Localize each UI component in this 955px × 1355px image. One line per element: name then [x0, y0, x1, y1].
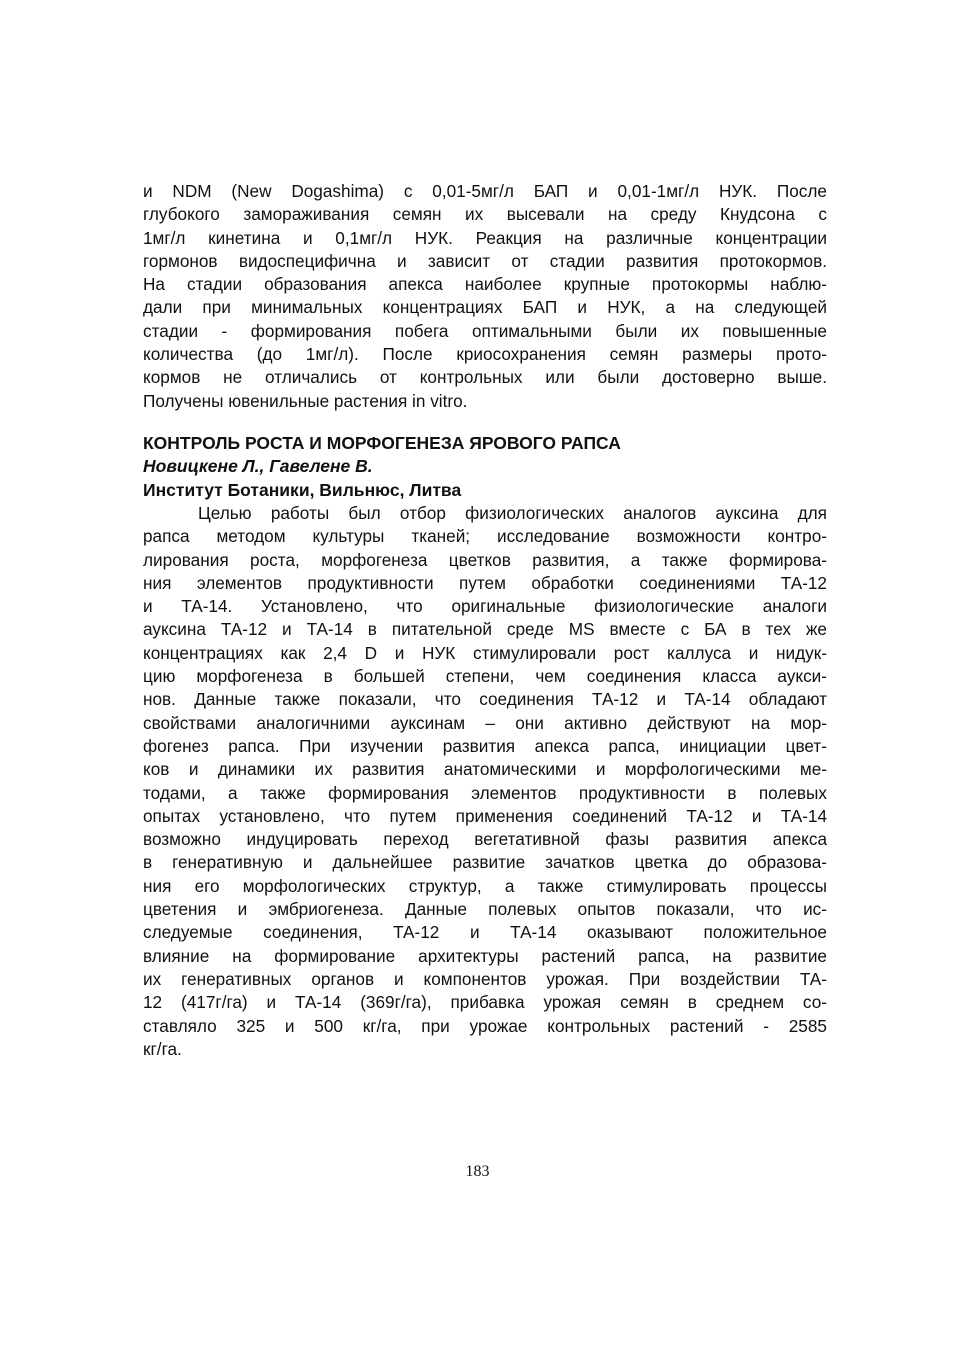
- text-line: ков и динамики их развития анатомическими и морфологическими ме-: [143, 759, 827, 780]
- text-line: лирования роста, морфогенеза цветков развития, а также формирова-: [143, 549, 827, 570]
- text-line: следуемые соединения, ТА-12 и ТА-14 оказывают положительное: [143, 922, 827, 943]
- page-number: 183: [465, 1163, 490, 1180]
- abstract-paragraph: [143, 502, 827, 1061]
- text-line: кг/га.: [143, 1038, 182, 1059]
- text-line: тодами, а также формирования элементов продуктивности в полевых: [143, 782, 827, 803]
- text-line: нов. Данные также показали, что соединения ТА-12 и ТА-14 обладают: [143, 689, 827, 710]
- text-line: На стадии образования апекса наиболее крупные протокормы наблю-: [143, 274, 827, 295]
- text-line: цветения и эмбриогенеза. Данные полевых опытов показали, что ис-: [143, 899, 827, 920]
- text-line: и ТА-14. Установлено, что оригинальные физиологические аналоги: [143, 596, 827, 617]
- text-line: ния элементов продуктивности путем обработки соединениями ТА-12: [143, 572, 827, 593]
- section-heading: КОНТРОЛЬ РОСТА И МОРФОГЕНЕЗА ЯРОВОГО РАПСА: [143, 433, 621, 453]
- text-line: Целью работы был отбор физиологических аналогов ауксина для: [198, 503, 827, 523]
- intro-paragraph: [143, 180, 827, 413]
- text-line: опытах установлено, что путем применения соединений ТА-12 и ТА-14: [143, 805, 827, 826]
- text-line: концентрациях как 2,4 D и НУК стимулировали рост каллуса и нидук-: [143, 642, 827, 663]
- text-line: Получены ювенильные растения in vitro.: [143, 390, 468, 411]
- text-line: кормов не отличались от контрольных или были достоверно выше.: [143, 367, 827, 388]
- text-line: количества (до 1мг/л). После криосохранения семян размеры прото-: [143, 344, 827, 365]
- text-line: рапса методом культуры тканей; исследование возможности контро-: [143, 526, 827, 547]
- text-line: ауксина ТА-12 и ТА-14 в питательной среде MS вместе с БА в тех же: [143, 619, 827, 640]
- text-line: цию морфогенеза в большей степени, чем соединения класса аукси-: [143, 666, 827, 687]
- text-line: свойствами аналогичними ауксинам – они активно действуют на мор-: [143, 712, 827, 733]
- authors-line: Новицкене Л., Гавелене В.: [143, 456, 373, 476]
- text-line: дали при минимальных концентрациях БАП и НУК, а на следующей: [143, 297, 827, 318]
- text-line: фогенез рапса. При изучении развития апекса рапса, инициации цвет-: [143, 735, 827, 756]
- text-line: 1мг/л кинетина и 0,1мг/л НУК. Реакция на различные концентрации: [143, 227, 827, 248]
- text-line: их генеративных органов и компонентов урожая. При воздействии ТА-: [143, 968, 827, 989]
- text-line: стадии - формирования побега оптимальными были их повышенные: [143, 320, 827, 341]
- text-line: 12 (417г/га) и ТА-14 (369г/га), прибавка урожая семян в среднем со-: [143, 992, 827, 1013]
- text-line: возможно индуцировать переход вегетативной фазы развития апекса: [143, 829, 827, 850]
- text-line: гормонов видоспецифична и зависит от стадии развития протокормов.: [143, 250, 827, 271]
- affiliation-line: Институт Ботаники, Вильнюс, Литва: [143, 480, 462, 500]
- text-line: глубокого замораживания семян их высевали на среду Кнудсона с: [143, 204, 827, 225]
- text-line: и NDM (New Dogashima) с 0,01-5мг/л БАП и 0,01-1мг/л НУК. После: [143, 181, 827, 201]
- text-line: в генеративную и дальнейшее развитие зачатков цветка до образова-: [143, 852, 827, 873]
- text-line: ния его морфологических структур, а также стимулировать процессы: [143, 875, 827, 896]
- text-line: влияние на формирование архитектуры растений рапса, на развитие: [143, 945, 827, 966]
- text-line: ставляло 325 и 500 кг/га, при урожае контрольных растений - 2585: [143, 1015, 827, 1036]
